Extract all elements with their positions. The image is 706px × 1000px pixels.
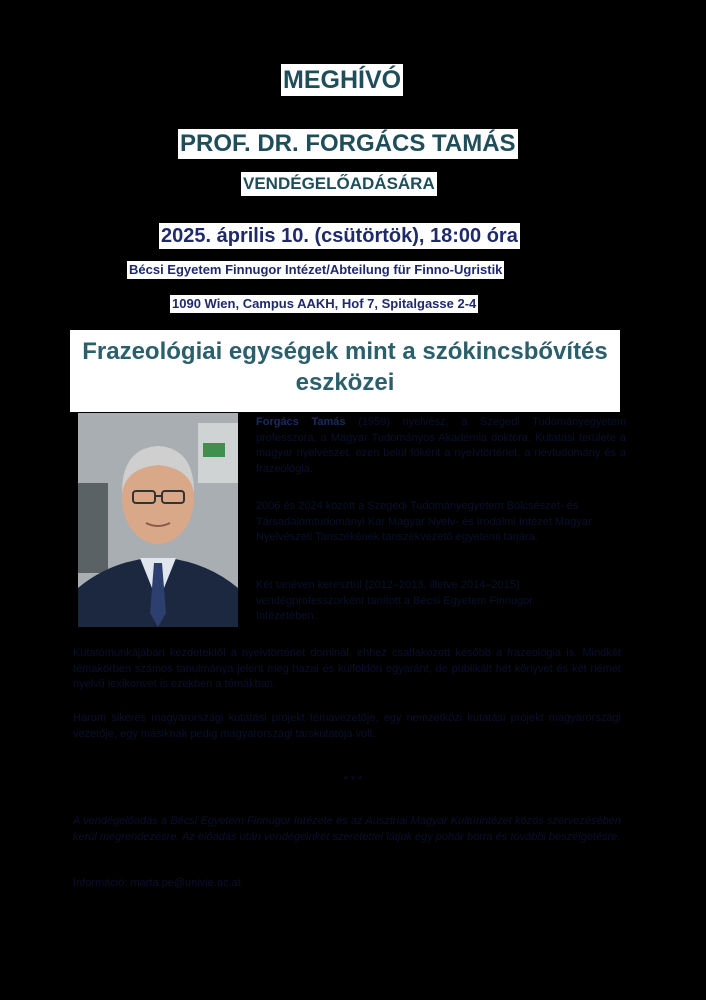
speaker-photo [78, 413, 238, 627]
body-paragraph-2: Három sikeres magyarországi kutatási projekt témavezetője, egy nemzetközi kutatási projekt magyarországi vezetője, egy másiknak pedig magyarországi társkutatója volt. [73, 712, 621, 740]
body-paragraph-1: Kutatómunkájában kezdetektől a nyelvtörténet dominál, ehhez csatlakozott később a frazeológia is. Mindkét témakörben számos tanulmánya jelent meg hazai és külföldön egyaránt, de publikált hét könyvet és két német nyelvű lexikonvet is ezekben a témákban. [73, 647, 621, 690]
bio-paragraph-2: 2006 és 2024 között a Szegedi Tudományegyetem Bölcsészet- és Társadalomtudományi Kar Magyar Nyelv- és Irodalmi Intézet Magyar Nyelvészeti Tanszékének tanszékvezető egyetemi tanára. [256, 500, 592, 543]
bio-paragraph-1-text: (1959) nyelvész, a Szegedi Tudományegyetem professzora, a Magyar Tudományos Akadémia doktora. Kutatási területe a magyar nyelvészet, ezen belül főként a nyelvtörténet, a névtudomány és a frazeológia. [256, 416, 626, 475]
bio-paragraph-1 [256, 415, 626, 477]
invite-heading: MEGHÍVÓ [283, 66, 402, 94]
separator: * * * [343, 774, 363, 786]
lecture-title: Frazeológiai egységek mint a szókincsbővítés eszközei [70, 330, 620, 412]
lecture-type: VENDÉGELŐADÁSÁRA [241, 172, 437, 196]
event-institution: Bécsi Egyetem Finnugor Intézet/Abteilung für Finno-Ugristik [129, 262, 503, 277]
bio-paragraph-3: Két tanéven keresztül (2012–2013, illetve 2014–2015) vendégprofesszorként tanított a Bécsi Egyetem Finnugor Intézetében. [256, 579, 533, 622]
info-contact[interactable]: Információ: marta.pe@univie.ac.at [73, 877, 241, 889]
bio-name: Forgács Tamás [256, 416, 346, 428]
event-date-time: 2025. április 10. (csütörtök), 18:00 óra [161, 225, 518, 247]
speaker-name: PROF. DR. FORGÁCS TAMÁS [180, 130, 516, 157]
event-address: 1090 Wien, Campus AAKH, Hof 7, Spitalgasse 2-4 [172, 296, 477, 311]
body-paragraph-3: A vendégelőadás a Bécsi Egyetem Finnugor Intézete és az Ausztriai Magyar Kulturintézet közös szervezésében kerül megrendezésre. Az előadás után vendégeinket szeretettel látjuk egy pohár borra és további beszélgetésre. [73, 815, 621, 843]
